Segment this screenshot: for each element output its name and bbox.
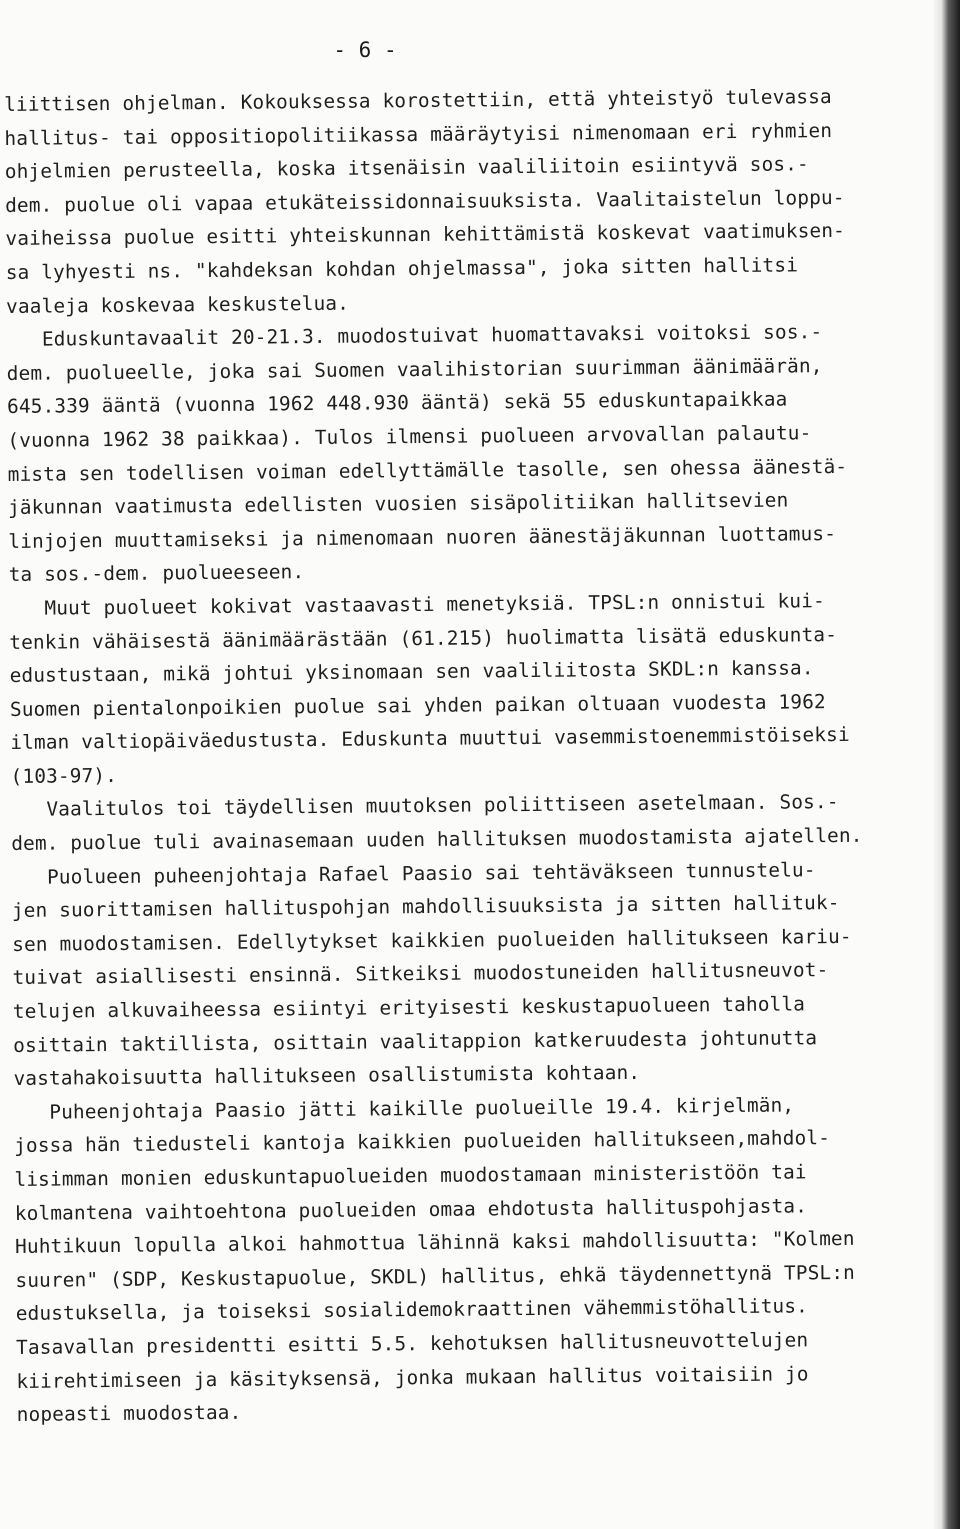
text-line: Huhtikuun lopulla alkoi hahmottua lähinnä kaksi mahdollisuutta: "Kolmen [15, 1227, 855, 1259]
text-line: Eduskuntavaalit 20-21.3. muodostuivat huomattavaksi voitoksi sos.- [6, 320, 823, 352]
page-number: - 6 - [333, 38, 397, 62]
text-line: lisimman monien eduskuntapuolueiden muodostamaan ministeristöön tai [14, 1160, 807, 1191]
text-line: jossa hän tiedusteli kantoja kaikkien puolueiden hallitukseen,mahdol- [14, 1126, 831, 1158]
text-line: tenkin vähäisestä äänimäärästään (61.215) huolimatta lisätä eduskunta- [9, 622, 838, 654]
text-line: Puolueen puheenjohtaja Rafael Paasio sai tehtäväkseen tunnustelu- [11, 857, 816, 889]
text-line: ilman valtiopäiväedustusta. Eduskunta muuttui vasemmistoenemmistöiseksi [10, 723, 850, 755]
text-line: sen muodostamisen. Edellytykset kaikkien puolueiden hallitukseen kariu- [12, 924, 852, 956]
text-line: tuivat asiallisesti ensinnä. Sitkeiksi muodostuneiden hallitusneuvot- [12, 958, 829, 990]
text-line: sa lyhyesti ns. "kahdeksan kohdan ohjelmassa", joka sitten hallitsi [5, 253, 799, 284]
text-line: dem. puolue tuli avainasemaan uuden hallituksen muodostamista ajatellen. [11, 823, 863, 856]
text-line: osittain taktillista, osittain vaalitappion katkeruudesta johtunutta [13, 1025, 818, 1057]
text-line: vaaleja koskevaa keskustelua. [5, 291, 350, 318]
text-line: vastahakoisuutta hallitukseen osallistumista kohtaan. [13, 1061, 641, 1091]
text-line: jen suorittamisen hallituspohjan mahdollisuuksista ja sitten hallituk- [11, 891, 840, 923]
body-text [4, 80, 867, 1432]
text-line: ta sos.-dem. puolueeseen. [8, 560, 305, 587]
text-line: (103-97). [10, 763, 118, 788]
text-line: linjojen muuttamiseksi ja nimenomaan nuoren äänestäjäkunnan luottamus- [8, 521, 837, 553]
text-line: Tasavallan presidentti esitti 5.5. kehotuksen hallitusneuvottelujen [15, 1328, 809, 1359]
text-line: kiirehtimiseen ja käsityksensä, jonka mukaan hallitus voitaisiin jo [16, 1361, 809, 1393]
text-line: mista sen todellisen voiman edellyttämälle tasolle, sen ohessa äänestä- [7, 454, 848, 486]
text-line: Puheenjohtaja Paasio jätti kaikille puolueille 19.4. kirjelmän, [13, 1093, 795, 1124]
page-edge-shadow [932, 0, 942, 1529]
scanner-edge [942, 0, 960, 1529]
text-line: Muut puolueet kokivat vastaavasti menetyksiä. TPSL:n onnistui kui- [8, 589, 825, 620]
text-line: kolmantena vaihtoehtona puolueiden omaa ehdotusta hallituspohjasta. [14, 1193, 808, 1225]
text-line: dem. puolueelle, joka sai Suomen vaalihistorian suurimman äänimäärän, [6, 353, 823, 385]
text-line: telujen alkuvaiheessa esiintyi erityisesti keskustapuolueen taholla [12, 992, 806, 1023]
text-line: Vaalitulos toi täydellisen muutoksen poliittiseen asetelmaan. Sos.- [10, 790, 839, 822]
text-line: jäkunnan vaatimusta edellisten vuosien sisäpolitiikan hallitsevien [7, 488, 789, 520]
text-line: edustustaan, mikä johtui yksinomaan sen vaaliliitosta SKDL:n kanssa. [9, 656, 814, 688]
text-line: suuren" (SDP, Keskustapuolue, SKDL) hallitus, ehkä täydennettynä TPSL:n [15, 1260, 856, 1292]
text-line: nopeasti muodostaa. [16, 1400, 242, 1427]
text-line: vaiheissa puolue esitti yhteiskunnan kehittämistä koskevat vaatimuksen- [5, 219, 846, 251]
text-line: dem. puolue oli vapaa etukäteissidonnaisuuksista. Vaalitaistelun loppu- [5, 185, 845, 217]
text-line: Suomen pientalonpoikien puolue sai yhden paikan oltuaan vuodesta 1962 [9, 689, 826, 721]
text-line: edustuksella, ja toiseksi sosialidemokraattinen vähemmistöhallitus. [15, 1294, 809, 1326]
text-line: ohjelmien perusteella, koska itsenäisin vaaliliitoin esiintyvä sos.- [4, 152, 809, 184]
text-line: 645.339 ääntä (vuonna 1962 448.930 ääntä) sekä 55 eduskuntapaikkaa [6, 387, 788, 419]
text-line: hallitus- tai oppositiopolitiikassa määräytyisi nimenomaan eri ryhmien [4, 118, 833, 150]
text-line: liittisen ohjelman. Kokouksessa korostettiin, että yhteistyö tulevassa [4, 85, 832, 116]
text-line: (vuonna 1962 38 paikkaa). Tulos ilmensi puolueen arvovallan palautu- [7, 421, 812, 452]
